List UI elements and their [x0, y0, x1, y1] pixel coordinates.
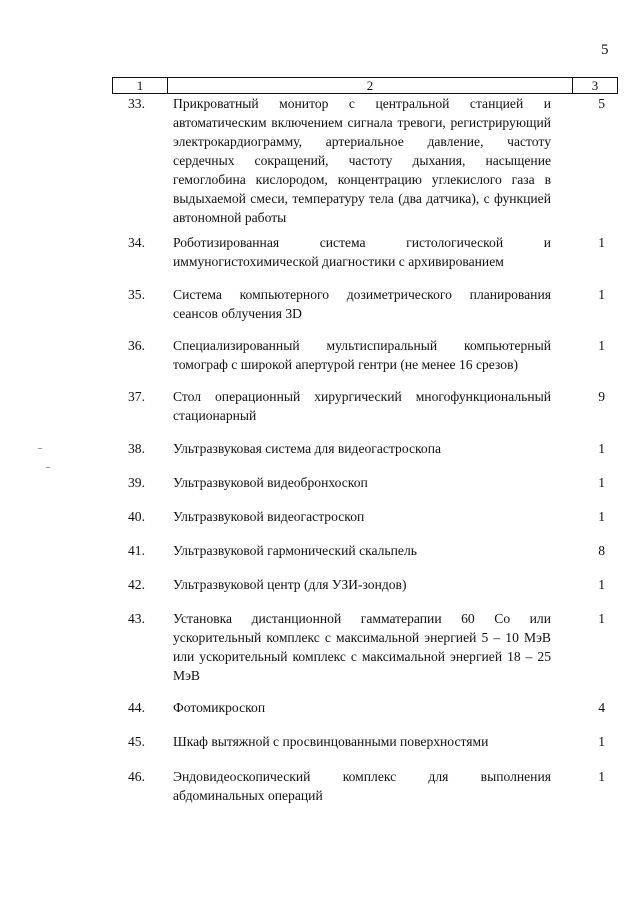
row-number: 45.	[128, 734, 145, 749]
row-description: Фотомикроскоп	[173, 700, 266, 715]
row-number: 35.	[128, 287, 145, 302]
row-number: 36.	[128, 338, 145, 353]
row-quantity: 1	[598, 287, 605, 302]
scan-artifact	[46, 467, 50, 468]
row-quantity: 1	[598, 475, 605, 490]
column-header-2: 2	[366, 78, 374, 93]
row-description: Роботизированная система гистологической и иммуногистохимической диагностики с архивированием	[173, 235, 551, 269]
row-description: Шкаф вытяжной с просвинцованными поверхностями	[173, 734, 489, 749]
row-quantity: 1	[598, 577, 605, 592]
row-quantity: 4	[598, 700, 605, 715]
row-description: Стол операционный хирургический многофункциональный стационарный	[173, 389, 551, 423]
row-quantity: 1	[598, 509, 605, 524]
row-quantity: 8	[598, 543, 605, 558]
row-number: 46.	[128, 769, 145, 784]
row-number: 34.	[128, 235, 145, 250]
row-description: Ультразвуковой видеобронхоскоп	[173, 475, 368, 490]
row-description: Система компьютерного дозиметрического планирования сеансов облучения 3D	[173, 287, 551, 321]
row-description: Ультразвуковая система для видеогастроскопа	[173, 441, 442, 456]
column-header-1: 1	[113, 78, 168, 93]
row-description: Установка дистанционной гамматерапии 60 Co или ускорительный комплекс с максимальной энергией 5 – 10 МэВ или ускорительный комплекс с максимальной энергией 18 – 25 МэВ	[173, 611, 551, 683]
row-number: 37.	[128, 389, 145, 404]
row-quantity: 1	[598, 769, 605, 784]
row-quantity: 1	[598, 235, 605, 250]
row-description: Ультразвуковой видеогастроскоп	[173, 509, 365, 524]
row-number: 33.	[128, 96, 145, 111]
column-header-3: 3	[572, 78, 617, 93]
row-description: Эндовидеоскопический комплекс для выполнения абдоминальных операций	[173, 769, 551, 803]
row-number: 42.	[128, 577, 145, 592]
row-quantity: 9	[598, 389, 605, 404]
row-number: 39.	[128, 475, 145, 490]
row-quantity: 5	[598, 96, 605, 111]
row-quantity: 1	[598, 734, 605, 749]
row-number: 44.	[128, 700, 145, 715]
row-number: 40.	[128, 509, 145, 524]
page-number: 5	[601, 42, 609, 58]
row-description: Прикроватный монитор с центральной станцией и автоматическим включением сигнала тревоги, регистрирующий электрокардиограмму, артериальное давление, частоту сердечных сокращений, частоту дыхания, насыщение гемоглобина кислородом, концентрацию углекислого газа в выдыхаемой смеси, температуру тела (два датчика), с функцией автономной работы	[173, 96, 551, 225]
row-description: Ультразвуковой гармонический скальпель	[173, 543, 417, 558]
row-number: 43.	[128, 611, 145, 626]
column-header-row	[112, 77, 618, 94]
scan-artifact	[38, 448, 42, 449]
row-description: Специализированный мультиспиральный компьютерный томограф с широкой апертурой гентри (не менее 16 срезов)	[173, 338, 551, 372]
row-quantity: 1	[598, 338, 605, 353]
row-number: 38.	[128, 441, 145, 456]
row-quantity: 1	[598, 441, 605, 456]
row-description: Ультразвуковой центр (для УЗИ-зондов)	[173, 577, 407, 592]
row-number: 41.	[128, 543, 145, 558]
row-quantity: 1	[598, 611, 605, 626]
